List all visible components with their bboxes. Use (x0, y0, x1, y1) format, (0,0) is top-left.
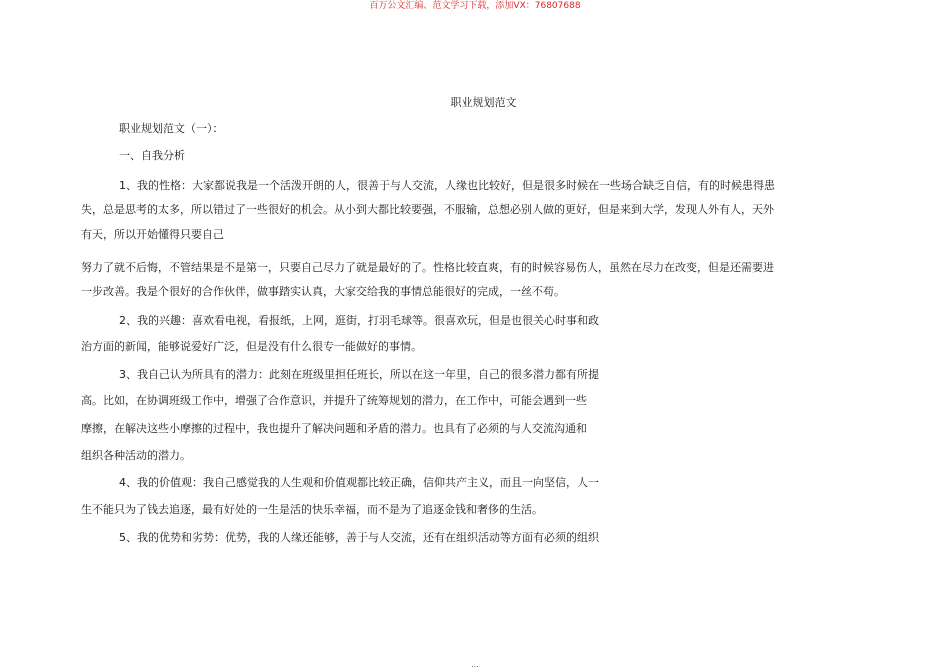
paragraph-line: 失，总是思考的太多，所以错过了一些很好的机会。从小到大都比较要强，不服输，总想必别人做的更好，但是来到大学，发现人外有人，天外 (81, 203, 774, 216)
subsection-heading: 一、自我分析 (119, 149, 185, 162)
paragraph-line: 治方面的新闻，能够说爱好广泛，但是没有什么很专一能做好的事情。 (81, 340, 422, 353)
paragraph-line: 生不能只为了钱去追逐，最有好处的一生是活的快乐幸福，而不是为了追逐金钱和奢侈的生活。 (81, 503, 543, 516)
watermark-header: 百万公文汇编、范文学习下载，添加VX：76807688 (369, 1, 581, 11)
paragraph-line: 2、我的兴趣：喜欢看电视，看报纸，上网，逛街，打羽毛球等。很喜欢玩，但是也很关心时事和政 (119, 314, 599, 327)
section-heading: 职业规划范文（一）： (119, 122, 224, 135)
paragraph-line: 组织各种活动的潜力。 (81, 449, 191, 462)
paragraph-line: 摩擦，在解决这些小摩擦的过程中，我也提升了解决问题和矛盾的潜力。也具有了必须的与人交流沟通和 (81, 422, 587, 435)
page-marker: ... (471, 660, 479, 669)
paragraph-line: 3、我自己认为所具有的潜力：此刻在班级里担任班长，所以在这一年里，自己的很多潜力都有所提 (119, 368, 599, 381)
paragraph-line: 有天，所以开始懂得只要自己 (81, 228, 224, 241)
paragraph-line: 4、我的价值观：我自己感觉我的人生观和价值观都比较正确，信仰共产主义，而且一向坚信，人一 (119, 476, 599, 489)
paragraph-line: 一步改善。我是个很好的合作伙伴，做事踏实认真，大家交给我的事情总能很好的完成，一丝不苟。 (81, 285, 565, 298)
paragraph-line: 5、我的优势和劣势：优势，我的人缘还能够，善于与人交流，还有在组织活动等方面有必须的组织 (119, 531, 599, 544)
paragraph-line: 1、我的性格：大家都说我是一个活泼开朗的人，很善于与人交流，人缘也比较好，但是很多时候在一些场合缺乏自信，有的时候患得患 (119, 179, 775, 192)
document-title: 职业规划范文 (450, 96, 517, 109)
paragraph-line: 努力了就不后悔，不管结果是不是第一，只要自己尽力了就是最好的了。性格比较直爽，有的时候容易伤人，虽然在尽力在改变，但是还需要进 (81, 261, 774, 274)
paragraph-line: 高。比如，在协调班级工作中，增强了合作意识，并提升了统筹规划的潜力，在工作中，可能会遇到一些 (81, 394, 587, 407)
